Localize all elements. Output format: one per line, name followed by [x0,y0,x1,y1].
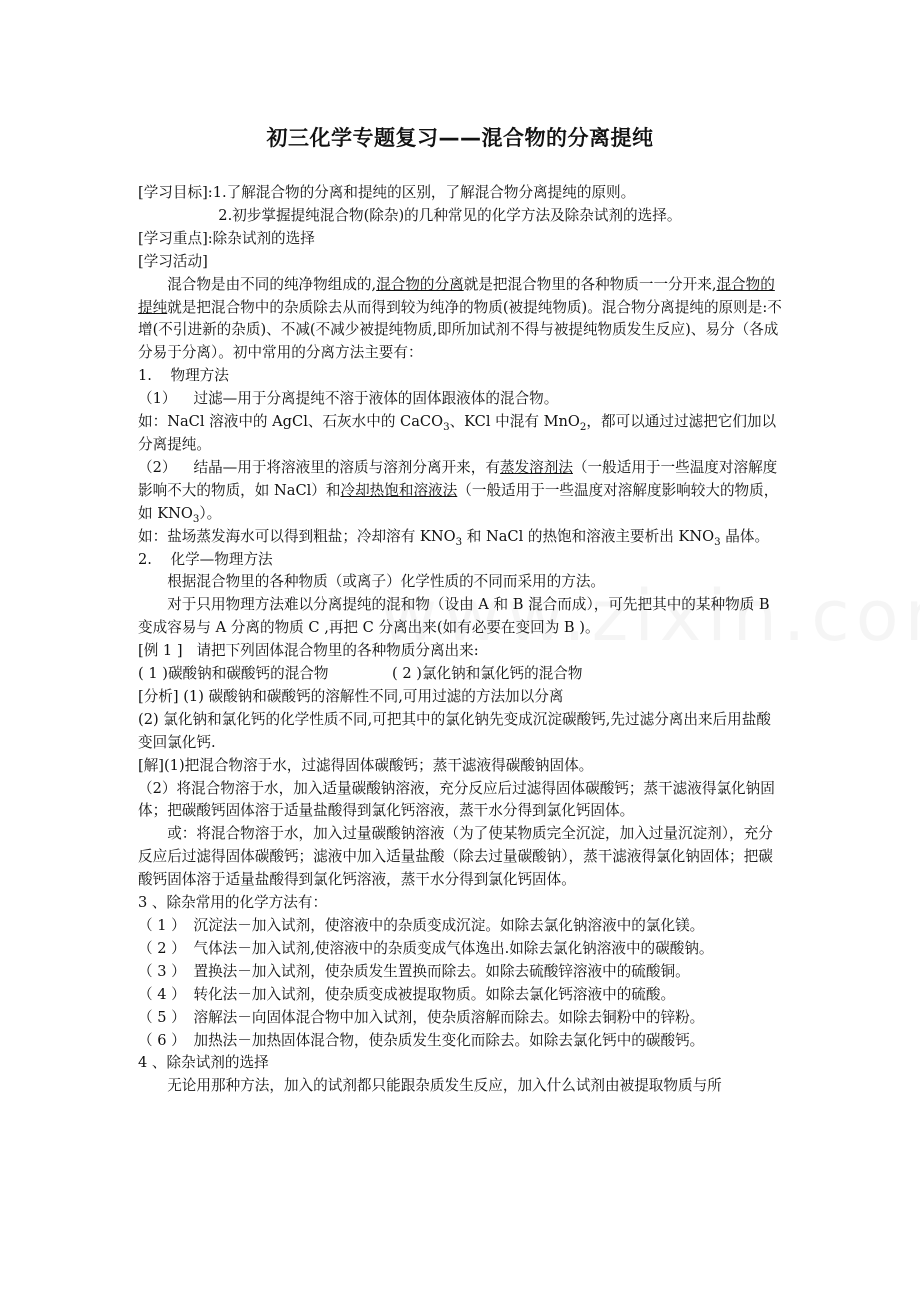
filtration-item [138,388,784,411]
ex2-sub-1: 3 [455,536,463,548]
item-number: （ 3 ） [138,962,186,980]
intro-text-2: 就是把混合物里的各种物质一一分开来, [463,275,717,293]
page-title: 初三化学专题复习——混合物的分离提纯 [266,126,654,150]
intro-text-3: 就是把混合物中的杂质除去从而得到较为纯净的物质(被提纯物质)。混合物分离提纯的原则是:不增(不引进新的杂质)、不减(不减少被提纯物质,即所加试剂不得与被提纯物质发生反应)、易分（各成分易于分离）。初中常用的分离方法主要有： [138,298,782,362]
item-number: （ 2 ） [138,939,186,957]
objectives-line-1 [138,182,784,205]
method-text: 溶解法－向固体混合物中加入试剂，使杂质溶解而除去。如除去铜粉中的锌粉。 [193,1008,705,1026]
term-cooling: 冷却热饱和溶液法 [340,481,458,499]
item-number: （ 5 ） [138,1008,186,1026]
crystallization-item [138,457,784,526]
term-separation: 混合物的分离 [376,275,464,293]
activity-label: [学习活动] [138,252,208,270]
method-item [138,1007,784,1030]
item-number: （2） [138,458,177,476]
item-number: （ 4 ） [138,985,186,1003]
analysis-1: [分析] (1) 碳酸钠和碳酸钙的溶解性不同,可用过滤的方法加以分离 [138,687,564,705]
item-number: （ 6 ） [138,1031,186,1049]
cryst-text-b: （一般适用于一些温度对溶解度影响不大的物质，如 NaCl）和 [138,458,778,499]
objectives-label: [学习目标]: [138,184,213,201]
crystallization-example [138,526,784,549]
ex1-sub-2: 2 [579,421,587,433]
cryst-text-d: ）。 [199,504,222,522]
method-text: 转化法－加入试剂，使杂质变成被提取物质。如除去氯化钙溶液中的硫酸。 [193,985,676,1003]
section-4-heading: 4 、除杂试剂的选择 [138,1054,269,1072]
intro-text-1: 混合物是由不同的纯净物组成的, [167,275,377,293]
section-2-para-1: 根据混合物里的各种物质（或离子）化学性质的不同而采用的方法。 [167,573,606,591]
ex2-text-b: 和 NaCl 的热饱和溶液主要析出 KNO [462,527,715,545]
method-text: 加热法－加热固体混合物，使杂质发生变化而除去。如除去氯化钙中的碳酸钙。 [193,1031,705,1049]
method-text: 沉淀法－加入试剂，使溶液中的杂质变成沉淀。如除去氯化钠溶液中的氯化镁。 [193,917,705,934]
item-number: （1） [138,390,177,408]
item-number: （ 1 ） [138,917,186,934]
section-2-para-2: 对于只用物理方法难以分离提纯的混和物（设由 A 和 B 混合而成），可先把其中的某种物质 B 变成容易与 A 分离的物质 C ,再把 C 分离出来(如有必要在变回为 B )。 [138,596,770,637]
solution-1: [解](1)把混合物溶于水，过滤得固体碳酸钙；蒸干滤液得碳酸钠固体。 [138,756,594,774]
ex1-text-a: 如：NaCl 溶液中的 AgCl、石灰水中的 CaCO [138,413,444,431]
example-item-2: ( 2 )氯化钠和氯化钙的混合物 [392,665,583,683]
method-text: 置换法－加入试剂，使杂质发生置换而除去。如除去硫酸锌溶液中的硫酸铜。 [193,962,690,980]
method-item [138,938,784,961]
section-2-heading: 2. 化学—物理方法 [138,550,273,568]
cryst-text-a: 结晶—用于将溶液里的溶质与溶剂分离开来，有 [193,458,500,476]
term-purification: 混合物的提纯 [138,275,775,316]
ex2-text-a: 如：盐场蒸发海水可以得到粗盐；冷却溶有 KNO [138,527,456,545]
method-item [138,984,784,1007]
cryst-text-c: （一般适用于一些温度对溶解度影响较大的物质，如 KNO [138,481,779,522]
term-evaporation: 蒸发溶剂法 [499,458,573,476]
solution-3: 或：将混合物溶于水，加入过量碳酸钠溶液（为了使某物质完全沉淀，加入过量沉淀剂），充分反应后过滤得固体碳酸钙；滤液中加入适量盐酸（除去过量碳酸钠），蒸干滤液得氯化钠固体；把碳酸钙固体溶于适量盐酸得到氯化钙溶液，蒸干水分得到氯化钙固体。 [138,825,773,889]
section-3-heading: 3 、除杂常用的化学方法有： [138,894,328,912]
document-body [138,182,784,1098]
method-item [138,961,784,984]
method-item [138,1030,784,1053]
section-4-para: 无论用那种方法，加入的试剂都只能跟杂质发生反应，加入什么试剂由被提取物质与所 [167,1077,722,1095]
objective-1: 1.了解混合物的分离和提纯的区别，了解混合物分离提纯的原则。 [212,184,636,201]
solution-2: （2）将混合物溶于水，加入适量碳酸钠溶液，充分反应后过滤得固体碳酸钙；蒸干滤液得氯化钠固体；把碳酸钙固体溶于适量盐酸得到氯化钙溶液，蒸干水分得到氯化钙固体。 [138,779,775,820]
objective-2: 2.初步掌握提纯混合物(除杂)的几种常见的化学方法及除杂试剂的选择。 [218,206,682,224]
method-text: 气体法－加入试剂,使溶液中的杂质变成气体逸出.如除去氯化钠溶液中的碳酸钠。 [193,939,714,957]
intro-paragraph [138,274,784,366]
ex2-sub-2: 3 [714,536,721,548]
focus-line: [学习重点]:除杂试剂的选择 [138,229,315,247]
ex1-sub-1: 3 [443,421,450,433]
filtration-example [138,411,784,457]
section-1-heading: 1. 物理方法 [138,367,229,385]
ex1-text-c: ，都可以通过过滤把它们加以分离提纯。 [138,413,777,453]
ex1-text-b: 、KCl 中混有 MnO [449,413,580,431]
method-item [138,915,784,938]
example-item-1: ( 1 )碳酸钠和碳酸钙的混合物 [138,665,329,683]
filtration-text: 过滤—用于分离提纯不溶于液体的固体跟液体的混合物。 [193,390,559,408]
ex2-text-c: 晶体。 [720,527,770,545]
cryst-sub: 3 [192,513,200,525]
analysis-2: (2) 氯化钠和氯化钙的化学性质不同,可把其中的氯化钠先变成沉淀碳酸钙,先过滤分离出来后用盐酸变回氯化钙. [138,710,771,751]
example-heading: [例 1 ] 请把下列固体混合物里的各种物质分离出来: [138,642,479,660]
example-items [138,663,784,686]
